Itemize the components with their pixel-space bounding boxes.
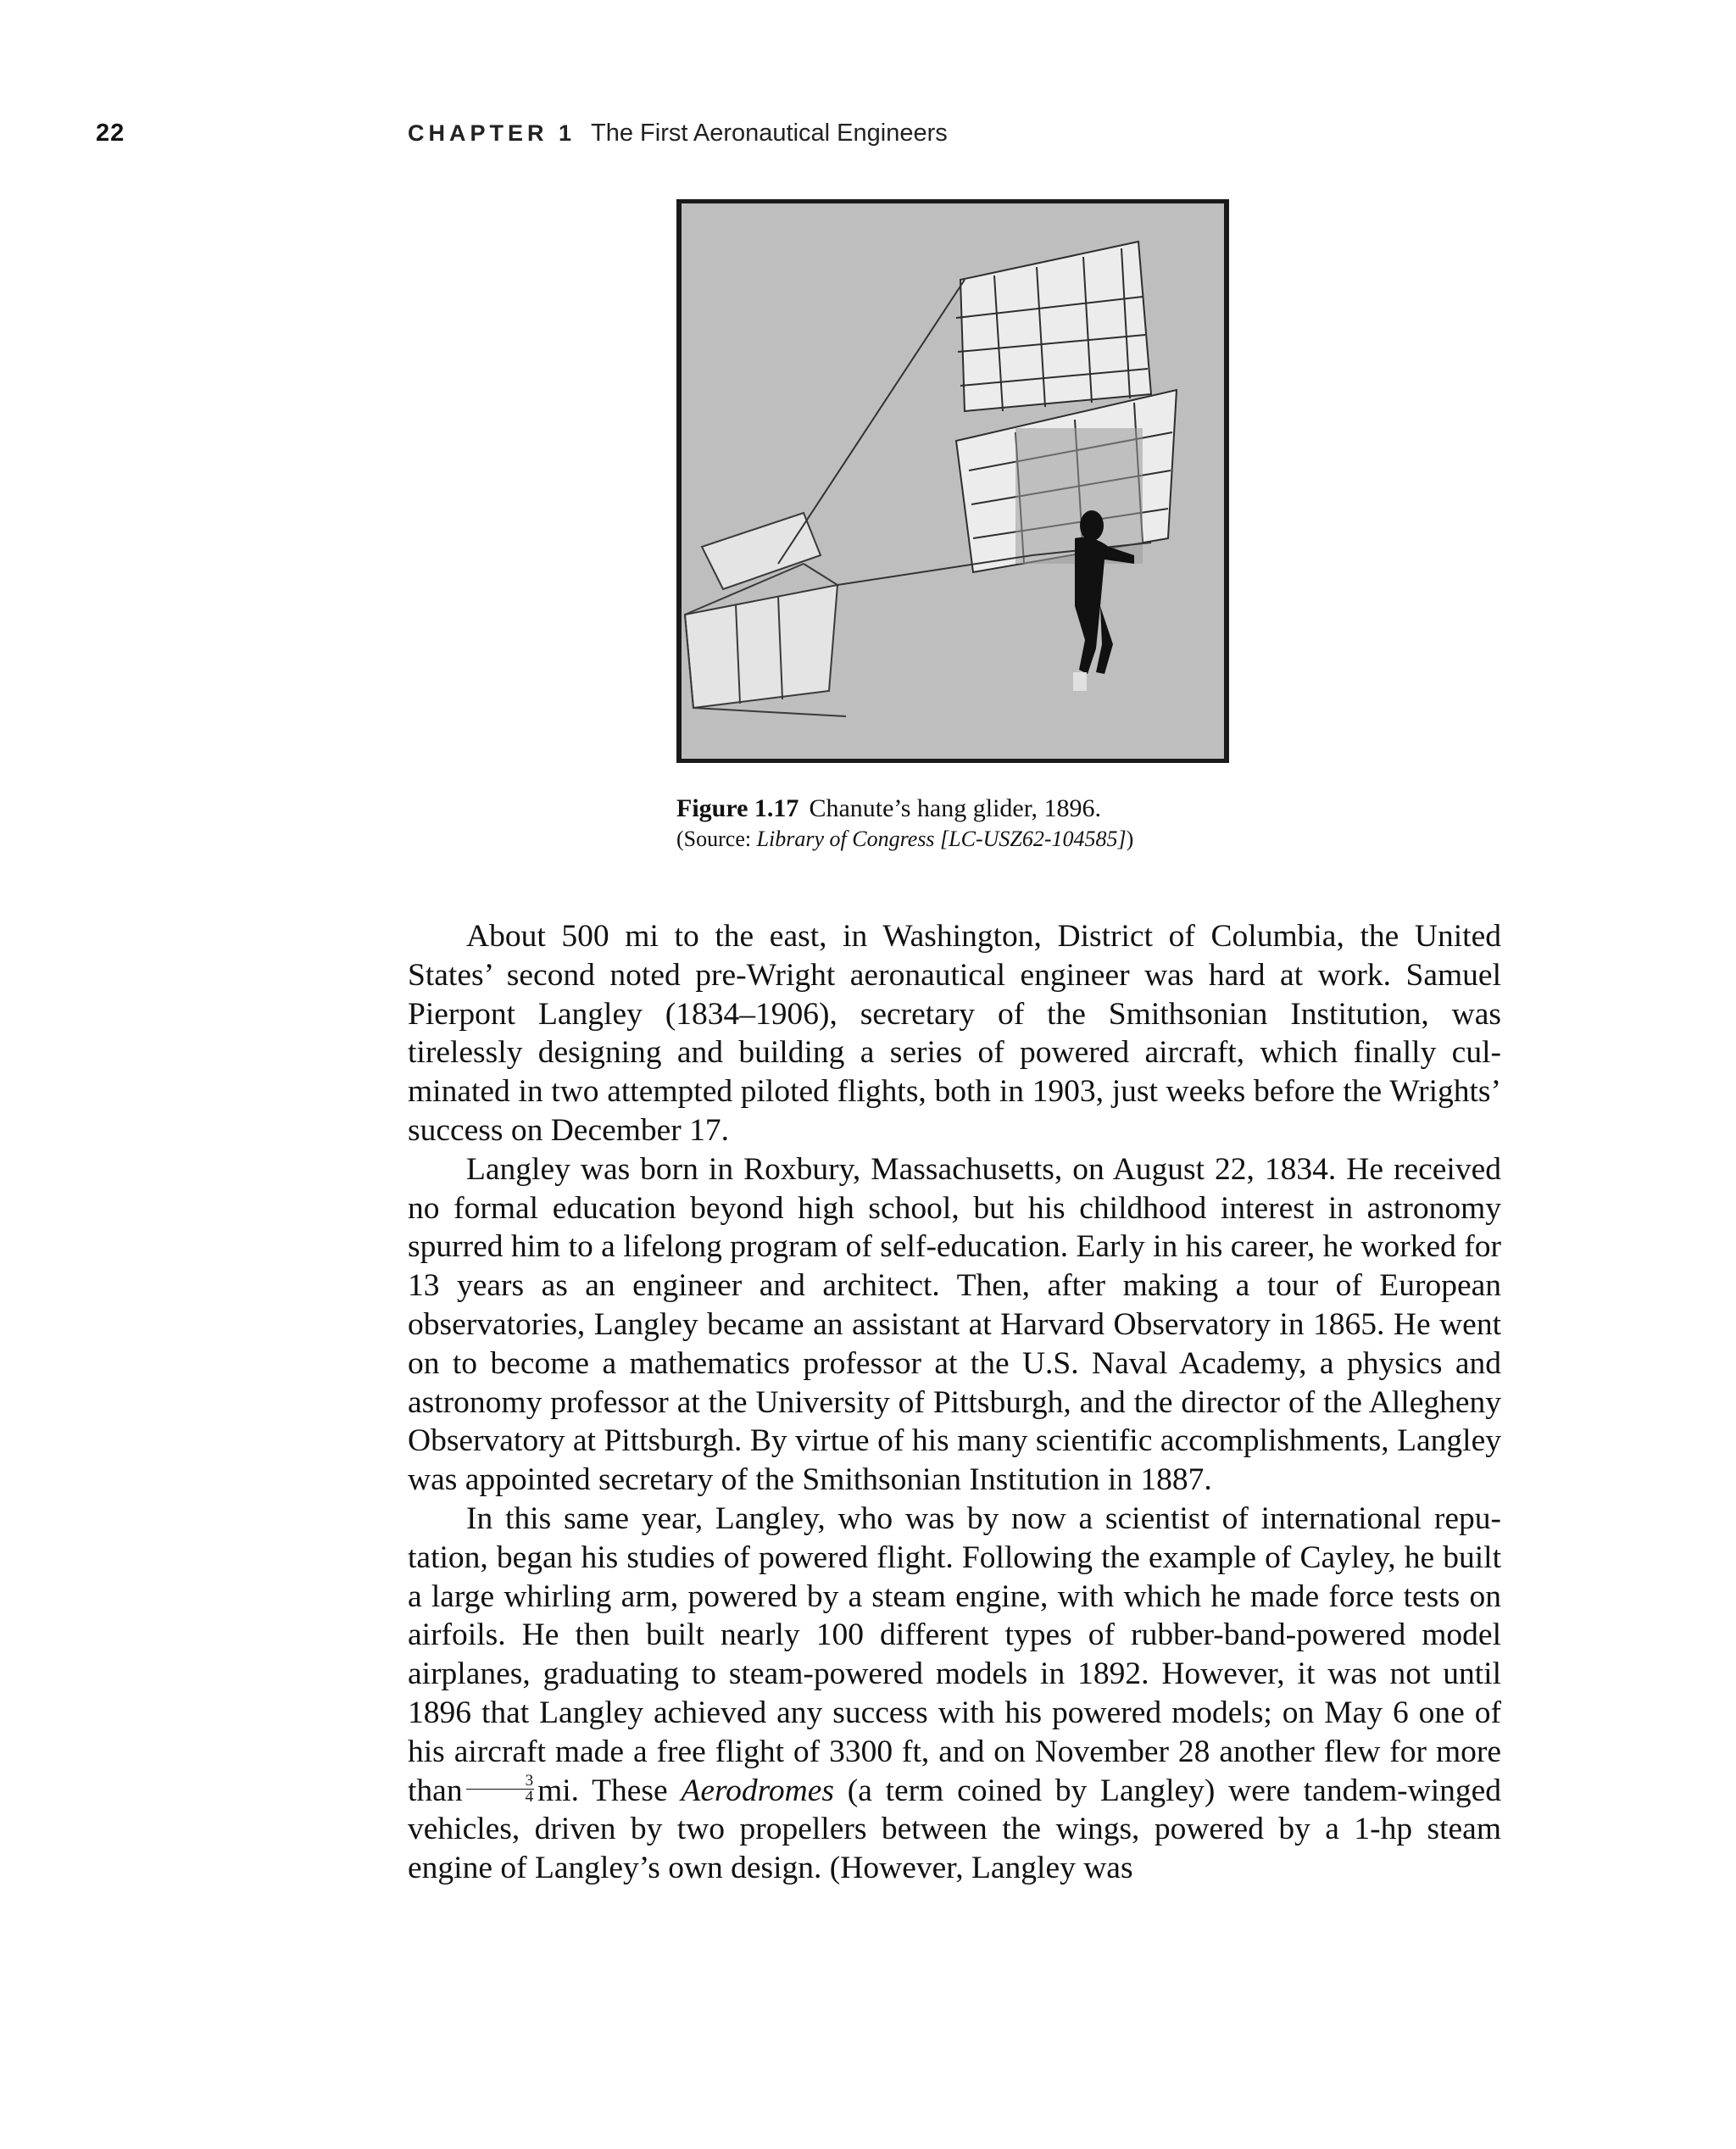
paragraph-1: About 500 mi to the east, in Washington, District of Columbia, the United States’ second noted pre-Wright aeronautical engineer was hard at work. Samuel Pierpont Langley (1834–1906), secretary of the Smithsonian Institution, was tirelessly designing and building a series of powered aircraft, which finally culminated in two attempted piloted flights, both in 1903, just weeks before the Wrights’ success on December 17. xyxy=(408,919,1501,1148)
figure-caption xyxy=(676,793,1439,854)
hang-glider-photo xyxy=(676,199,1229,763)
source-prefix: (Source: xyxy=(676,827,752,851)
paragraph-2: Langley was born in Roxbury, Massachusetts, on August 22, 1834. He received no formal education beyond high school, but his childhood interest in astronomy spurred him to a lifelong program of self-education. Early in his career, he worked for 13 years as an engineer and architect. Then, after making a tour of European observatories, Langley became an assistant at Harvard Observatory in 1865. He went on to become a mathematics professor at the U.S. Naval Academy, a physics and astronomy professor at the University of Pittsburgh, and the director of the Allegheny Observatory at Pittsburgh. By virtue of his many scientific accomplishments, Langley was appointed secretary of the Smithsonian Institution in 1887. xyxy=(408,1151,1501,1498)
source-text: Library of Congress [LC-USZ62-104585] xyxy=(756,827,1127,851)
chapter-label: CHAPTER 1 xyxy=(408,120,576,146)
aerodromes-term: Aerodromes xyxy=(681,1773,834,1808)
page-number: 22 xyxy=(96,120,125,147)
paragraph-3-part-a: In this same year, Langley, who was by now a scientist of international reputation, began his studies of powered flight. Following the example of Cayley, he built a large whirling arm, powered by a steam engine, with which he made force tests on airfoils. He then built nearly 100 different types of rubber-band-powered model airplanes, graduating to steam-powered models in 1892. However, it was not until 1896 that Langley achieved any success with his powered models; on May 6 one of his aircraft made a free flight of 3300 ft, and on November 28 another flew for more than xyxy=(408,1500,1501,1808)
paragraph-3-part-b: mi. These xyxy=(537,1773,668,1808)
figure-photo xyxy=(676,199,1229,763)
running-head xyxy=(408,120,948,148)
figure-caption-text: Chanute’s hang glider, 1896. xyxy=(809,794,1102,822)
fraction-three-quarters: $\frac{3}{4}$ xyxy=(466,1773,535,1805)
chapter-title: The First Aeronautical Engineers xyxy=(591,120,948,147)
paragraph-3-part-c: (a term coined by Langley) were tandem-winged vehicles, driven by two propellers between the wings, powered by a 1-hp steam engine of Langley’s own design. (However, Langley was xyxy=(408,1773,1502,1886)
source-suffix: ) xyxy=(1126,827,1134,851)
figure-label: Figure 1.17 xyxy=(676,794,799,822)
paragraph-3 xyxy=(408,1500,1501,1888)
body-text xyxy=(408,917,1501,1888)
